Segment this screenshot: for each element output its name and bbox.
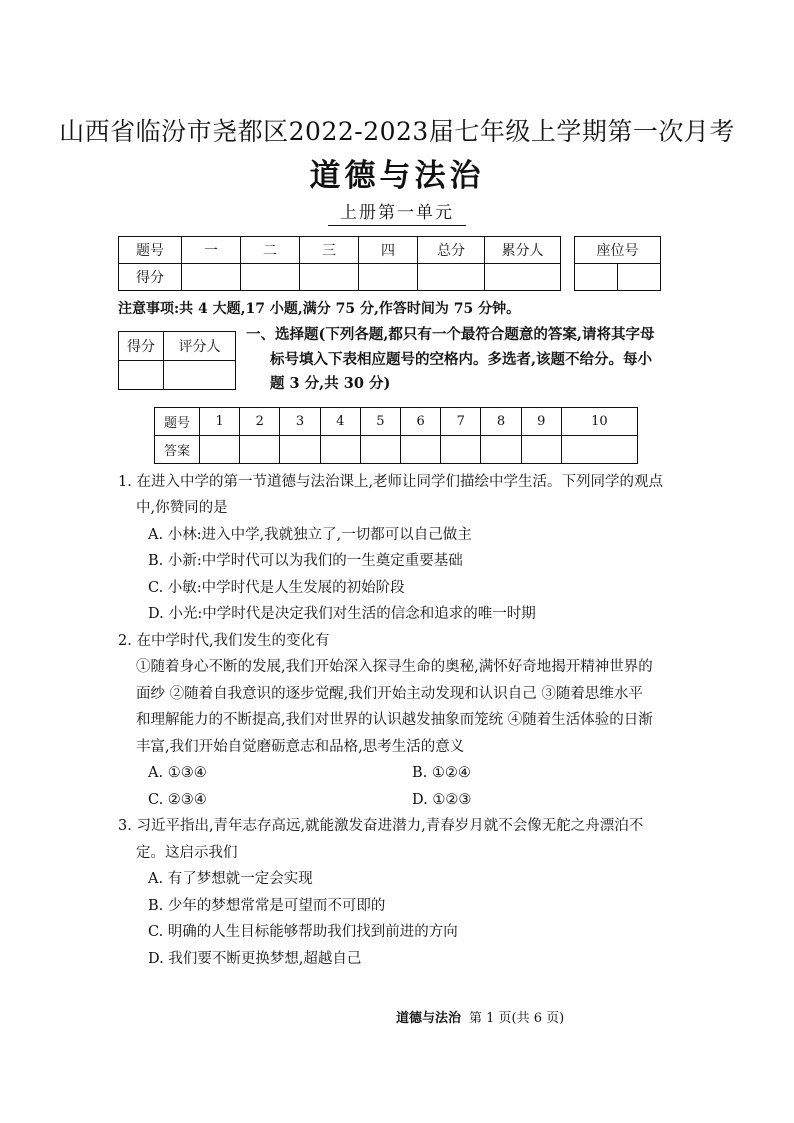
score-table-header: 累分人 xyxy=(485,237,561,264)
score-table-header: 四 xyxy=(359,237,418,264)
score-table-header: 总分 xyxy=(418,237,485,264)
page-footer xyxy=(396,1007,564,1026)
seat-cell[interactable] xyxy=(618,264,661,291)
answer-number: 6 xyxy=(401,408,441,436)
answer-table-ans-label: 答案 xyxy=(155,436,200,464)
answer-table-num-label: 题号 xyxy=(155,408,200,436)
question-1-stem-cont: 中,你赞同的是 xyxy=(136,500,228,516)
question-3-option-a[interactable]: A. 有了梦想就一定会实现 xyxy=(148,871,313,887)
score-cell[interactable] xyxy=(485,264,561,291)
answer-cell[interactable] xyxy=(481,436,521,464)
score-cell[interactable] xyxy=(241,264,300,291)
answer-number: 10 xyxy=(561,408,637,436)
grader-box xyxy=(118,331,236,390)
answer-cell[interactable] xyxy=(521,436,561,464)
question-2-passage-line: 和理解能力的不断提高,我们对世界的认识越发抽象而笼统 ④随着生活体验的日渐 xyxy=(136,712,653,728)
answer-number: 8 xyxy=(481,408,521,436)
unit-subtitle xyxy=(0,198,794,223)
score-table xyxy=(118,236,561,291)
footer-page-number: 第 1 页(共 6 页) xyxy=(469,1011,565,1026)
question-3-stem-cont: 定。这启示我们 xyxy=(136,845,238,861)
question-2-option-a[interactable]: A. ①③④ xyxy=(148,765,207,781)
answer-cell[interactable] xyxy=(280,436,320,464)
section-1-line: 题 3 分,共 30 分) xyxy=(270,375,391,392)
grader-name-cell[interactable] xyxy=(164,361,236,390)
score-row-label: 得分 xyxy=(119,264,182,291)
exam-notes: 注意事项:共 4 大题,17 小题,满分 75 分,作答时间为 75 分钟。 xyxy=(118,301,521,317)
question-1-option-c[interactable]: C. 小敏:中学时代是人生发展的初始阶段 xyxy=(148,580,405,596)
answer-number: 9 xyxy=(521,408,561,436)
answer-number: 4 xyxy=(320,408,360,436)
answer-cell[interactable] xyxy=(561,436,637,464)
question-1-option-d[interactable]: D. 小光:中学时代是决定我们对生活的信念和追求的唯一时期 xyxy=(148,606,536,622)
unit-label: 上册第一单元 xyxy=(328,203,466,226)
question-3-option-b[interactable]: B. 少年的梦想常常是可望而不可即的 xyxy=(148,898,386,914)
score-table-header: 一 xyxy=(182,237,241,264)
question-2-option-d[interactable]: D. ①②③ xyxy=(412,792,472,808)
grader-name-label: 评分人 xyxy=(164,332,236,361)
answer-number: 1 xyxy=(200,408,240,436)
grader-score-cell[interactable] xyxy=(119,361,164,390)
answer-cell[interactable] xyxy=(441,436,481,464)
grader-score-label: 得分 xyxy=(119,332,164,361)
score-table-header: 三 xyxy=(300,237,359,264)
question-2-passage-line: 面纱 ②随着自我意识的逐步觉醒,我们开始主动发现和认识自己 ③随着思维水平 xyxy=(136,686,643,702)
answer-number: 5 xyxy=(360,408,400,436)
answer-cell[interactable] xyxy=(401,436,441,464)
question-2-stem: 2. 在中学时代,我们发生的变化有 xyxy=(118,633,330,649)
score-table-header: 二 xyxy=(241,237,300,264)
score-cell[interactable] xyxy=(359,264,418,291)
question-2-passage-line: 丰富,我们开始自觉磨砺意志和品格,思考生活的意义 xyxy=(136,739,465,755)
score-cell[interactable] xyxy=(300,264,359,291)
question-3-option-c[interactable]: C. 明确的人生目标能够帮助我们找到前进的方向 xyxy=(148,924,458,940)
question-2-option-c[interactable]: C. ②③④ xyxy=(148,792,207,808)
section-1-line: 一、选择题(下列各题,都只有一个最符合题意的答案,请将其字母 xyxy=(246,326,655,343)
footer-subject: 道德与法治 xyxy=(396,1011,462,1026)
score-cell[interactable] xyxy=(182,264,241,291)
question-2-passage-line: ①随着身心不断的发展,我们开始深入探寻生命的奥秘,满怀好奇地揭开精神世界的 xyxy=(136,659,653,675)
seat-label: 座位号 xyxy=(575,237,661,264)
section-1-line: 标号填入下表相应题号的空格内。多选者,该题不给分。每小 xyxy=(270,350,653,368)
answer-cell[interactable] xyxy=(240,436,280,464)
answer-table xyxy=(154,407,638,464)
question-2-option-b[interactable]: B. ①②④ xyxy=(412,765,471,781)
answer-cell[interactable] xyxy=(320,436,360,464)
question-1-option-b[interactable]: B. 小新:中学时代可以为我们的一生奠定重要基础 xyxy=(148,553,463,569)
answer-number: 2 xyxy=(240,408,280,436)
question-1-option-a[interactable]: A. 小林:进入中学,我就独立了,一切都可以自己做主 xyxy=(148,527,472,543)
answer-number: 7 xyxy=(441,408,481,436)
question-3-stem: 3. 习近平指出,青年志存高远,就能激发奋进潜力,青春岁月就不会像无舵之舟漂泊不 xyxy=(118,818,644,834)
score-cell[interactable] xyxy=(418,264,485,291)
score-table-header: 题号 xyxy=(119,237,182,264)
answer-cell[interactable] xyxy=(200,436,240,464)
answer-number: 3 xyxy=(280,408,320,436)
section-1-heading xyxy=(246,323,666,397)
exam-title: 山西省临汾市尧都区2022-2023届七年级上学期第一次月考 xyxy=(59,117,735,146)
seat-table xyxy=(574,236,661,291)
question-1-stem: 1. 在进入中学的第一节道德与法治课上,老师让同学们描绘中学生活。下列同学的观点 xyxy=(118,474,664,490)
answer-cell[interactable] xyxy=(360,436,400,464)
seat-cell[interactable] xyxy=(575,264,618,291)
subject-title: 道德与法治 xyxy=(309,158,485,194)
question-3-option-d[interactable]: D. 我们要不断更换梦想,超越自己 xyxy=(148,951,362,967)
